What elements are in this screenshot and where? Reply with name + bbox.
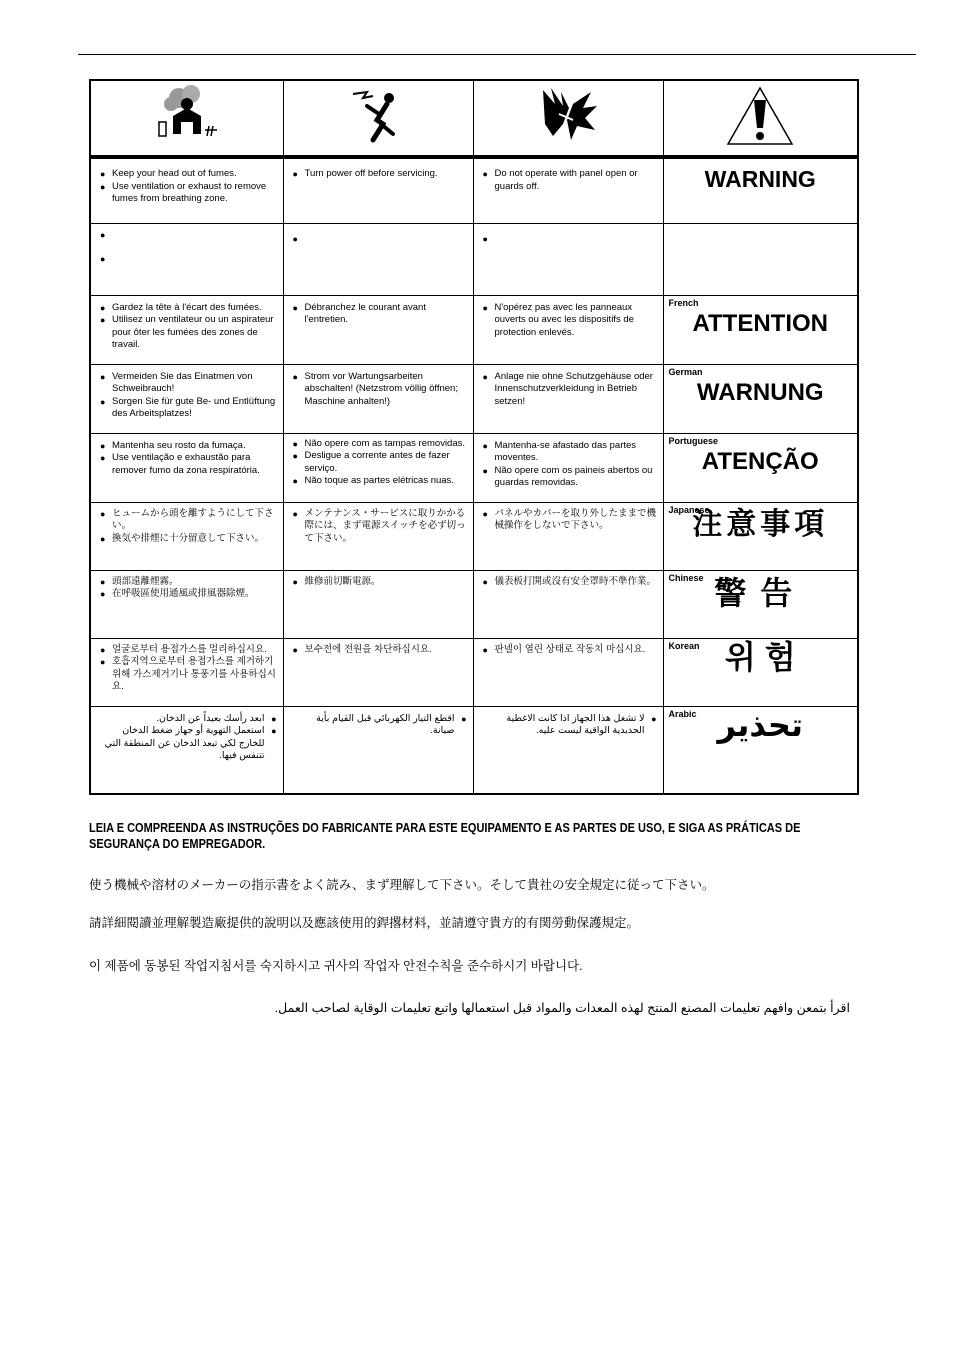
power-ja: ● メンテナンス・サービスに取りかかる際には、まず電源スイッチを必ず切って下さい。 <box>283 502 473 570</box>
fumes-fr: ● Gardez la tête à l'écart des fumées. ● Utilisez un ventilateur ou un aspirateur pour ôter les fumées des zones de travail. <box>90 295 283 364</box>
blank-row-col1 <box>90 223 283 295</box>
footer-arabic: اقرأ بتمعن وافهم تعليمات المصنع المنتج لهذه المعدات والمواد قبل استعمالها واتبع تعليمات الوقاية لصاحب العمل. <box>274 1001 850 1015</box>
footer-japanese: 使う機械や溶材のメーカーの指示書をよく読み、まず理解して下さい。そして貴社の安全規定に従って下さい。 <box>89 878 715 892</box>
blank-row-col2 <box>283 223 473 295</box>
shock-icon-cell <box>283 80 473 157</box>
panel-ar: ● لا تشغل هذا الجهاز اذا كانت الاغطية الحديدية الواقية ليست عليه. <box>473 706 663 794</box>
power-fr: ● Débranchez le courant avant l'entretien. <box>283 295 473 364</box>
panel-ko: ● 판넬이 열린 상태로 작동치 마십시요. <box>473 638 663 706</box>
panel-ja: ● パネルやカバーを取り外したままで機械操作をしないで下さい。 <box>473 502 663 570</box>
moving-parts-icon <box>533 84 603 148</box>
blank-row-col4 <box>663 223 858 295</box>
panel-pt: ● Mantenha-se afastado das partes moventes. ● Não opere com os paineis abertos ou guardas removidas. <box>473 433 663 502</box>
warning-icon-cell <box>663 80 858 157</box>
warning-ja: Japanese 注意事項 <box>663 502 858 570</box>
fumes-icon <box>147 84 227 148</box>
power-de: ● Strom vor Wartungsarbeiten abschalten! (Netzstrom völlig öffnen; Maschine anhalten!) <box>283 364 473 433</box>
panel-en: ● Do not operate with panel open or guards off. <box>473 157 663 223</box>
warning-zh: Chinese 警告 <box>663 570 858 638</box>
moving-parts-icon-cell <box>473 80 663 157</box>
warning-de: German WARNUNG <box>663 364 858 433</box>
warning-ar: Arabic تحذير <box>663 706 858 794</box>
power-zh: ● 維修前切斷電源。 <box>283 570 473 638</box>
footer-portuguese: LEIA E COMPREENDA AS INSTRUÇÕES DO FABRICANTE PARA ESTE EQUIPAMENTO E AS PARTES DE USO, E SIGA AS PRÁTICAS DE SEGURANÇA DO EMPREGADOR. <box>89 821 801 851</box>
electric-shock-icon <box>343 84 413 148</box>
warning-en: WARNING <box>663 157 858 223</box>
fumes-icon-cell <box>90 80 283 157</box>
panel-fr: ● N'opérez pas avec les panneaux ouverts ou avec les dispositifs de protection enlevés. <box>473 295 663 364</box>
fumes-zh: ● 頭部遠離煙霧。 ● 在呼吸區使用通風或排風器除煙。 <box>90 570 283 638</box>
footer-chinese: 請詳細閱讀並理解製造廠提供的說明以及應該使用的銲撂材料，並請遵守貴方的有関勞動保護規定。 <box>89 916 640 930</box>
fumes-pt: ● Mantenha seu rosto da fumaça. ● Use ventilação e exhaustão para remover fumo da zona respiratória. <box>90 433 283 502</box>
fumes-ja: ● ヒュームから頭を離すようにして下さい。 ● 換気や排煙に十分留意して下さい。 <box>90 502 283 570</box>
warning-pt: Portuguese ATENÇÃO <box>663 433 858 502</box>
fumes-de: ● Vermeiden Sie das Einatmen von Schweibrauch! ● Sorgen Sie für gute Be- und Entlüftung des Arbeitsplatzes! <box>90 364 283 433</box>
fumes-ko: ● 얼굴로부터 용접가스를 멀리하십시요. ● 호흡지역으로부터 용접가스를 제거하기 위해 가스제거기나 통풍기를 사용하십시요. <box>90 638 283 706</box>
warning-ko: Korean 위 험 <box>663 638 858 706</box>
blank-row-col3 <box>473 223 663 295</box>
power-pt: ● Não opere com as tampas removidas. ● Desligue a corrente antes de fazer serviço. ● Não toque as partes elétricas nuas. <box>283 433 473 502</box>
footer-korean: 이 제품에 동봉된 작업지침서를 숙지하시고 귀사의 작업자 안전수칙을 준수하시기 바랍니다. <box>89 959 583 973</box>
power-ko: ● 보수전에 전원을 차단하십시요. <box>283 638 473 706</box>
warning-fr: French ATTENTION <box>663 295 858 364</box>
fumes-ar: ● ابعد رأسك بعيداً عن الدخان. ● استعمل التهوية أو جهاز ضغط الدخان للخارج لكي تبعد الدخان عن المنطقة التي تتنفس فيها. <box>90 706 283 794</box>
panel-de: ● Anlage nie ohne Schutzgehäuse oder Innenschutzverkleidung in Betrieb setzen! <box>473 364 663 433</box>
power-en: ● Turn power off before servicing. <box>283 157 473 223</box>
warning-triangle-icon <box>724 84 796 148</box>
panel-zh: ● 儀表板打開或沒有安全罩時不準作業。 <box>473 570 663 638</box>
warning-table <box>89 79 859 795</box>
fumes-en: ● Keep your head out of fumes. ● Use ventilation or exhaust to remove fumes from breathing zone. <box>90 157 283 223</box>
header-rule <box>78 54 916 55</box>
power-ar: ● اقطع التيار الكهربائي قبل القيام بأية صيانة. <box>283 706 473 794</box>
